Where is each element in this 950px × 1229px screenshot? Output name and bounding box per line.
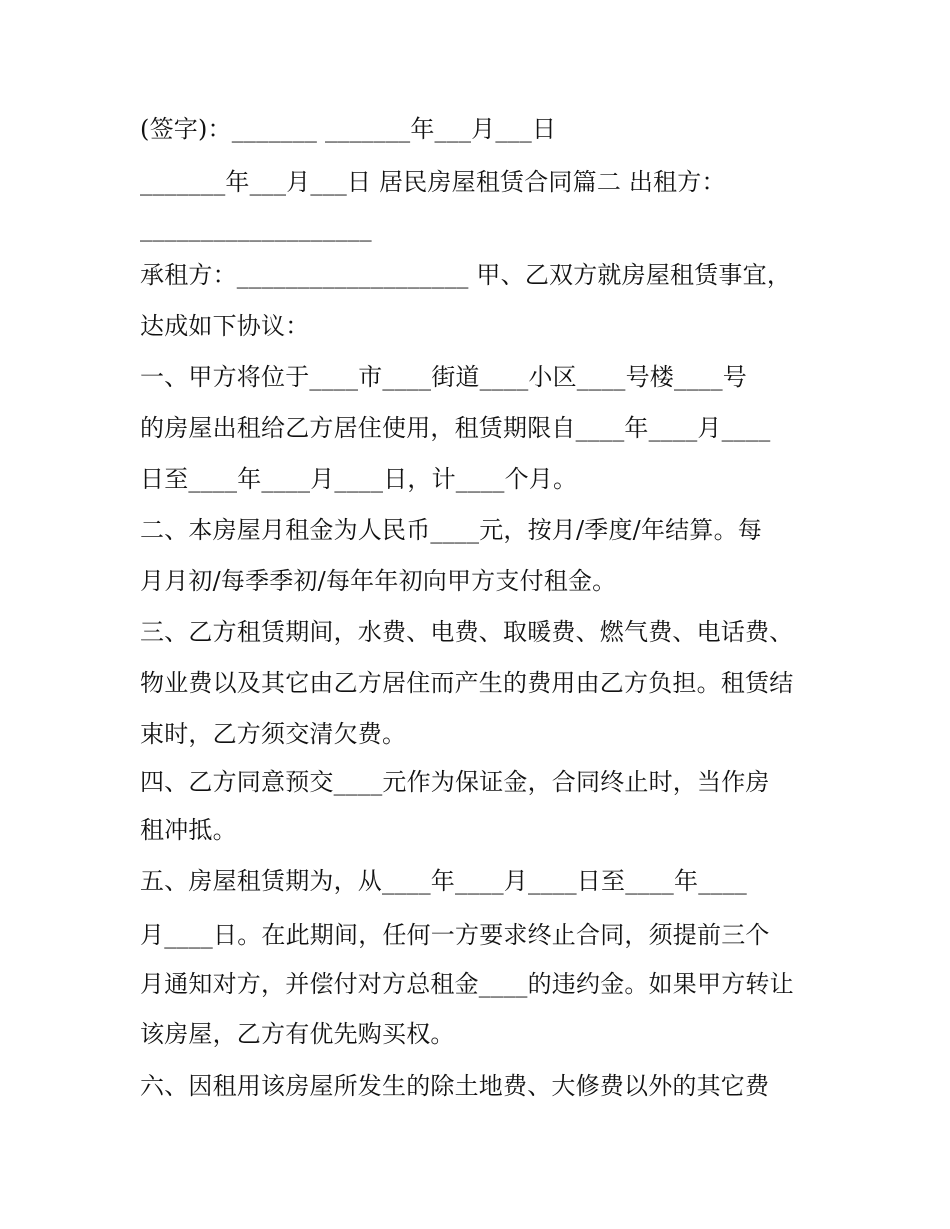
contract-title-line: _______年___月___日 居民房屋租赁合同篇二 出租方： bbox=[140, 168, 726, 196]
lessee-line: 承租方：___________________ 甲、乙双方就房屋租赁事宜， bbox=[140, 261, 792, 289]
clause-4-line-1: 四、乙方同意预交____元作为保证金，合同终止时，当作房 bbox=[140, 768, 770, 796]
agreement-intro-line: 达成如下协议： bbox=[140, 312, 310, 340]
clause-6-line-1: 六、因租用该房屋所发生的除土地费、大修费以外的其它费 bbox=[140, 1072, 770, 1100]
clause-5-line-3: 月通知对方，并偿付对方总租金____的违约金。如果甲方转让 bbox=[140, 970, 794, 998]
clause-2-line-1: 二、本房屋月租金为人民币____元，按月/季度/年结算。每 bbox=[140, 516, 762, 544]
clause-5-line-1: 五、房屋租赁期为，从____年____月____日至____年____ bbox=[140, 867, 747, 895]
clause-1-line-1: 一、甲方将位于____市____街道____小区____号楼____号 bbox=[140, 363, 747, 391]
clause-5-line-4: 该房屋，乙方有优先购买权。 bbox=[140, 1020, 455, 1048]
clause-2-line-2: 月月初/每季季初/每年年初向甲方支付租金。 bbox=[140, 567, 617, 595]
clause-3-line-1: 三、乙方租赁期间，水费、电费、取暖费、燃气费、电话费、 bbox=[140, 618, 794, 646]
signature-line: (签字)：_______ _______年___月___日 bbox=[140, 115, 557, 143]
clause-5-line-2: 月____日。在此期间，任何一方要求终止合同，须提前三个 bbox=[140, 921, 770, 949]
clause-1-line-3: 日至____年____月____日，计____个月。 bbox=[140, 465, 578, 493]
clause-3-line-3: 束时，乙方须交清欠费。 bbox=[140, 720, 407, 748]
clause-1-line-2: 的房屋出租给乙方居住使用，租赁期限自____年____月____ bbox=[140, 414, 771, 442]
clause-4-line-2: 租冲抵。 bbox=[140, 816, 237, 844]
lessor-blank-line: ___________________ bbox=[140, 214, 372, 242]
clause-3-line-2: 物业费以及其它由乙方居住而产生的费用由乙方负担。租赁结 bbox=[140, 669, 794, 697]
